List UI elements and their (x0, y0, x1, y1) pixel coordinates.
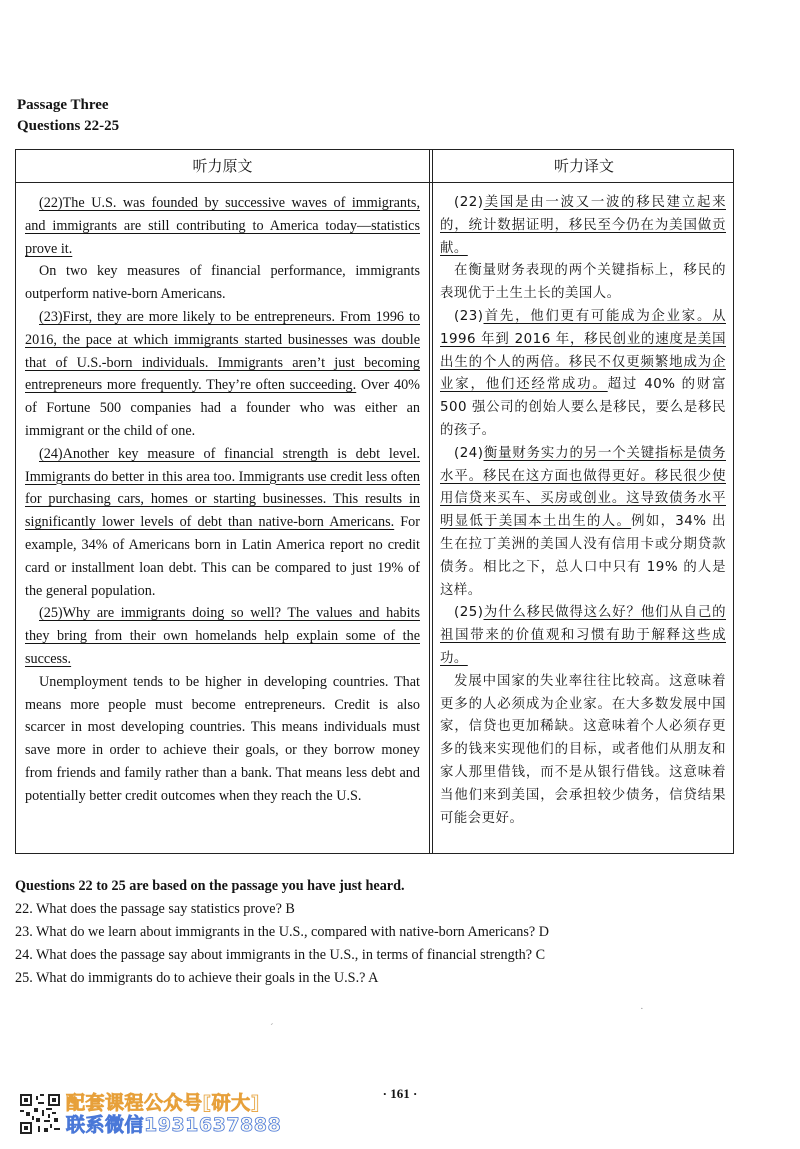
chinese-paragraph-23: (23)首先，他们更有可能成为企业家。从 1996 年到 2016 年，移民创业的速度是美国出生的个人的两倍。移民不仅更频繁地成为企业家，他们还经常成功。超过 40% 的财富 500 强公司的创始人要么是移民，要么是移民的孩子。 (440, 308, 727, 438)
underlined-translation-23: 首先，他们更有可能成为企业家。从 1996 年到 2016 年，移民创业的速度是美国出生的个人的两倍。移民不仅更频繁地成为企业家，他们还经常成功。 (440, 308, 726, 393)
watermark-line-2: 联系微信1931637888 (66, 1114, 282, 1136)
watermark-line-1: 配套课程公众号[研大] (66, 1092, 260, 1114)
question-24: 24. What does the passage say about immigrants in the U.S., in terms of financial strength? C (15, 947, 546, 963)
column-divider (429, 150, 433, 853)
underlined-answer-23: (23)First, they are more likely to be entrepreneurs. From 1996 to 2016, the pace at which immigrants started businesses was double that of U.S.-born individuals. Immigrants aren’t just becoming entrepreneurs more frequently. They’re often succeeding. (25, 308, 420, 394)
questions-range: Questions 22-25 (17, 118, 120, 134)
qr-code-icon (20, 1094, 60, 1134)
chinese-paragraph-measures: 在衡量财务表现的两个关键指标上，移民的表现优于土生土长的美国人。 (440, 263, 726, 302)
passage-title: Passage Three (17, 97, 109, 113)
transcript-table (15, 149, 734, 854)
english-paragraph-23: (23)First, they are more likely to be entrepreneurs. From 1996 to 2016, the pace at which immigrants started businesses was double that of U.S.-born individuals. Immigrants aren’t just becoming entrepreneurs more frequently. They’re often succeeding. Over 40% of Fortune 500 companies had a founder who was either an immigrant or the child of one. (25, 308, 420, 439)
english-paragraph-25 (25, 602, 420, 670)
underlined-answer-25: (25)Why are immigrants doing so well? The values and habits they bring from their own homelands help explain some of the success. (25, 605, 420, 667)
question-25: 25. What do immigrants do to achieve their goals in the U.S.? A (15, 970, 379, 986)
underlined-translation-25: 为什么移民做得这么好？他们从自己的祖国带来的价值观和习惯有助于解释这些成功。 (440, 605, 726, 666)
header-translation: 听力译文 (553, 157, 614, 175)
chinese-translation (440, 192, 726, 830)
chinese-paragraph-25: (25)为什么移民做得这么好？他们从自己的祖国带来的价值观和习惯有助于解释这些成功。 (440, 605, 726, 666)
table-header-row (16, 150, 733, 183)
underlined-answer-22: (22)The U.S. was founded by successive waves of immigrants, and immigrants are still contributing to America today—statistics prove it. (25, 195, 420, 257)
watermark (20, 1094, 320, 1142)
chinese-paragraph-24: (24)衡量财务实力的另一个关键指标是债务水平。移民在这方面也做得更好。移民很少使用信贷来买车、买房或创业。这导致债务水平明显低于美国本土出生的人。例如，34% 出生在拉丁美洲的美国人没有信用卡或分期贷款债务。相比之下，总人口中只有 19% 的人是这样。 (440, 445, 726, 598)
underlined-answer-24: (24)Another key measure of financial strength is debt level. Immigrants do better in this area too. Immigrants use credit less often for purchasing cars, homes or starting businesses. This results in significantly lower levels of debt than native-born Americans. (25, 445, 420, 531)
underlined-translation-22: 美国是由一波又一波的移民建立起来的，统计数据证明，移民至今仍在为美国做贡献。 (440, 195, 726, 256)
questions-section (15, 875, 775, 990)
english-paragraph-24: (24)Another key measure of financial strength is debt level. Immigrants do better in this area too. Immigrants use credit less often for purchasing cars, homes or starting businesses. This results in significantly lower levels of debt than native-born Americans. For example, 34% of Americans born in Latin America report no credit card or installment loan debt. This can be compared to just 19% of the general population. (25, 445, 420, 599)
english-transcript (25, 192, 420, 808)
english-paragraph-measures: On two key measures of financial performance, immigrants outperform native-born Americans. (25, 263, 420, 303)
chinese-paragraph-unemployment: 发展中国家的失业率往往比较高。这意味着更多的人必须成为企业家。在大多数发展中国家，信贷也更加稀缺。这意味着个人必须存更多的钱来实现他们的目标，或者他们从朋友和家人那里借钱，而不是从银行借钱。这意味着当他们来到美国，会承担较少债务，信贷结果可能会更好。 (440, 673, 726, 826)
questions-intro: Questions 22 to 25 are based on the passage you have just heard. (15, 878, 405, 894)
chinese-paragraph-22: (22)美国是由一波又一波的移民建立起来的，统计数据证明，移民至今仍在为美国做贡献。 (440, 195, 726, 256)
question-23: 23. What do we learn about immigrants in the U.S., compared with native-born Americans? D (15, 924, 549, 940)
english-paragraph-22 (25, 192, 420, 260)
english-paragraph-unemployment: Unemployment tends to be higher in developing countries. That means more people must become entrepreneurs. Credit is also scarcer in most developing countries. This means individuals must save more in order to achieve their goals, or they borrow money from friends and family rather than a bank. That means less debt and potentially better credit outcomes when they reach the U.S. (25, 673, 420, 804)
page-number: · 161 · (382, 1086, 418, 1101)
question-22: 22. What does the passage say statistics prove? B (15, 901, 295, 917)
underlined-translation-24: 衡量财务实力的另一个关键指标是债务水平。移民在这方面也做得更好。移民很少使用信贷来买车、买房或创业。这导致债务水平明显低于美国本土出生的人。 (440, 445, 726, 530)
scan-speck: · (640, 1003, 644, 1015)
scan-speck: ˊ (270, 1022, 274, 1034)
header-original-text: 听力原文 (192, 157, 253, 175)
